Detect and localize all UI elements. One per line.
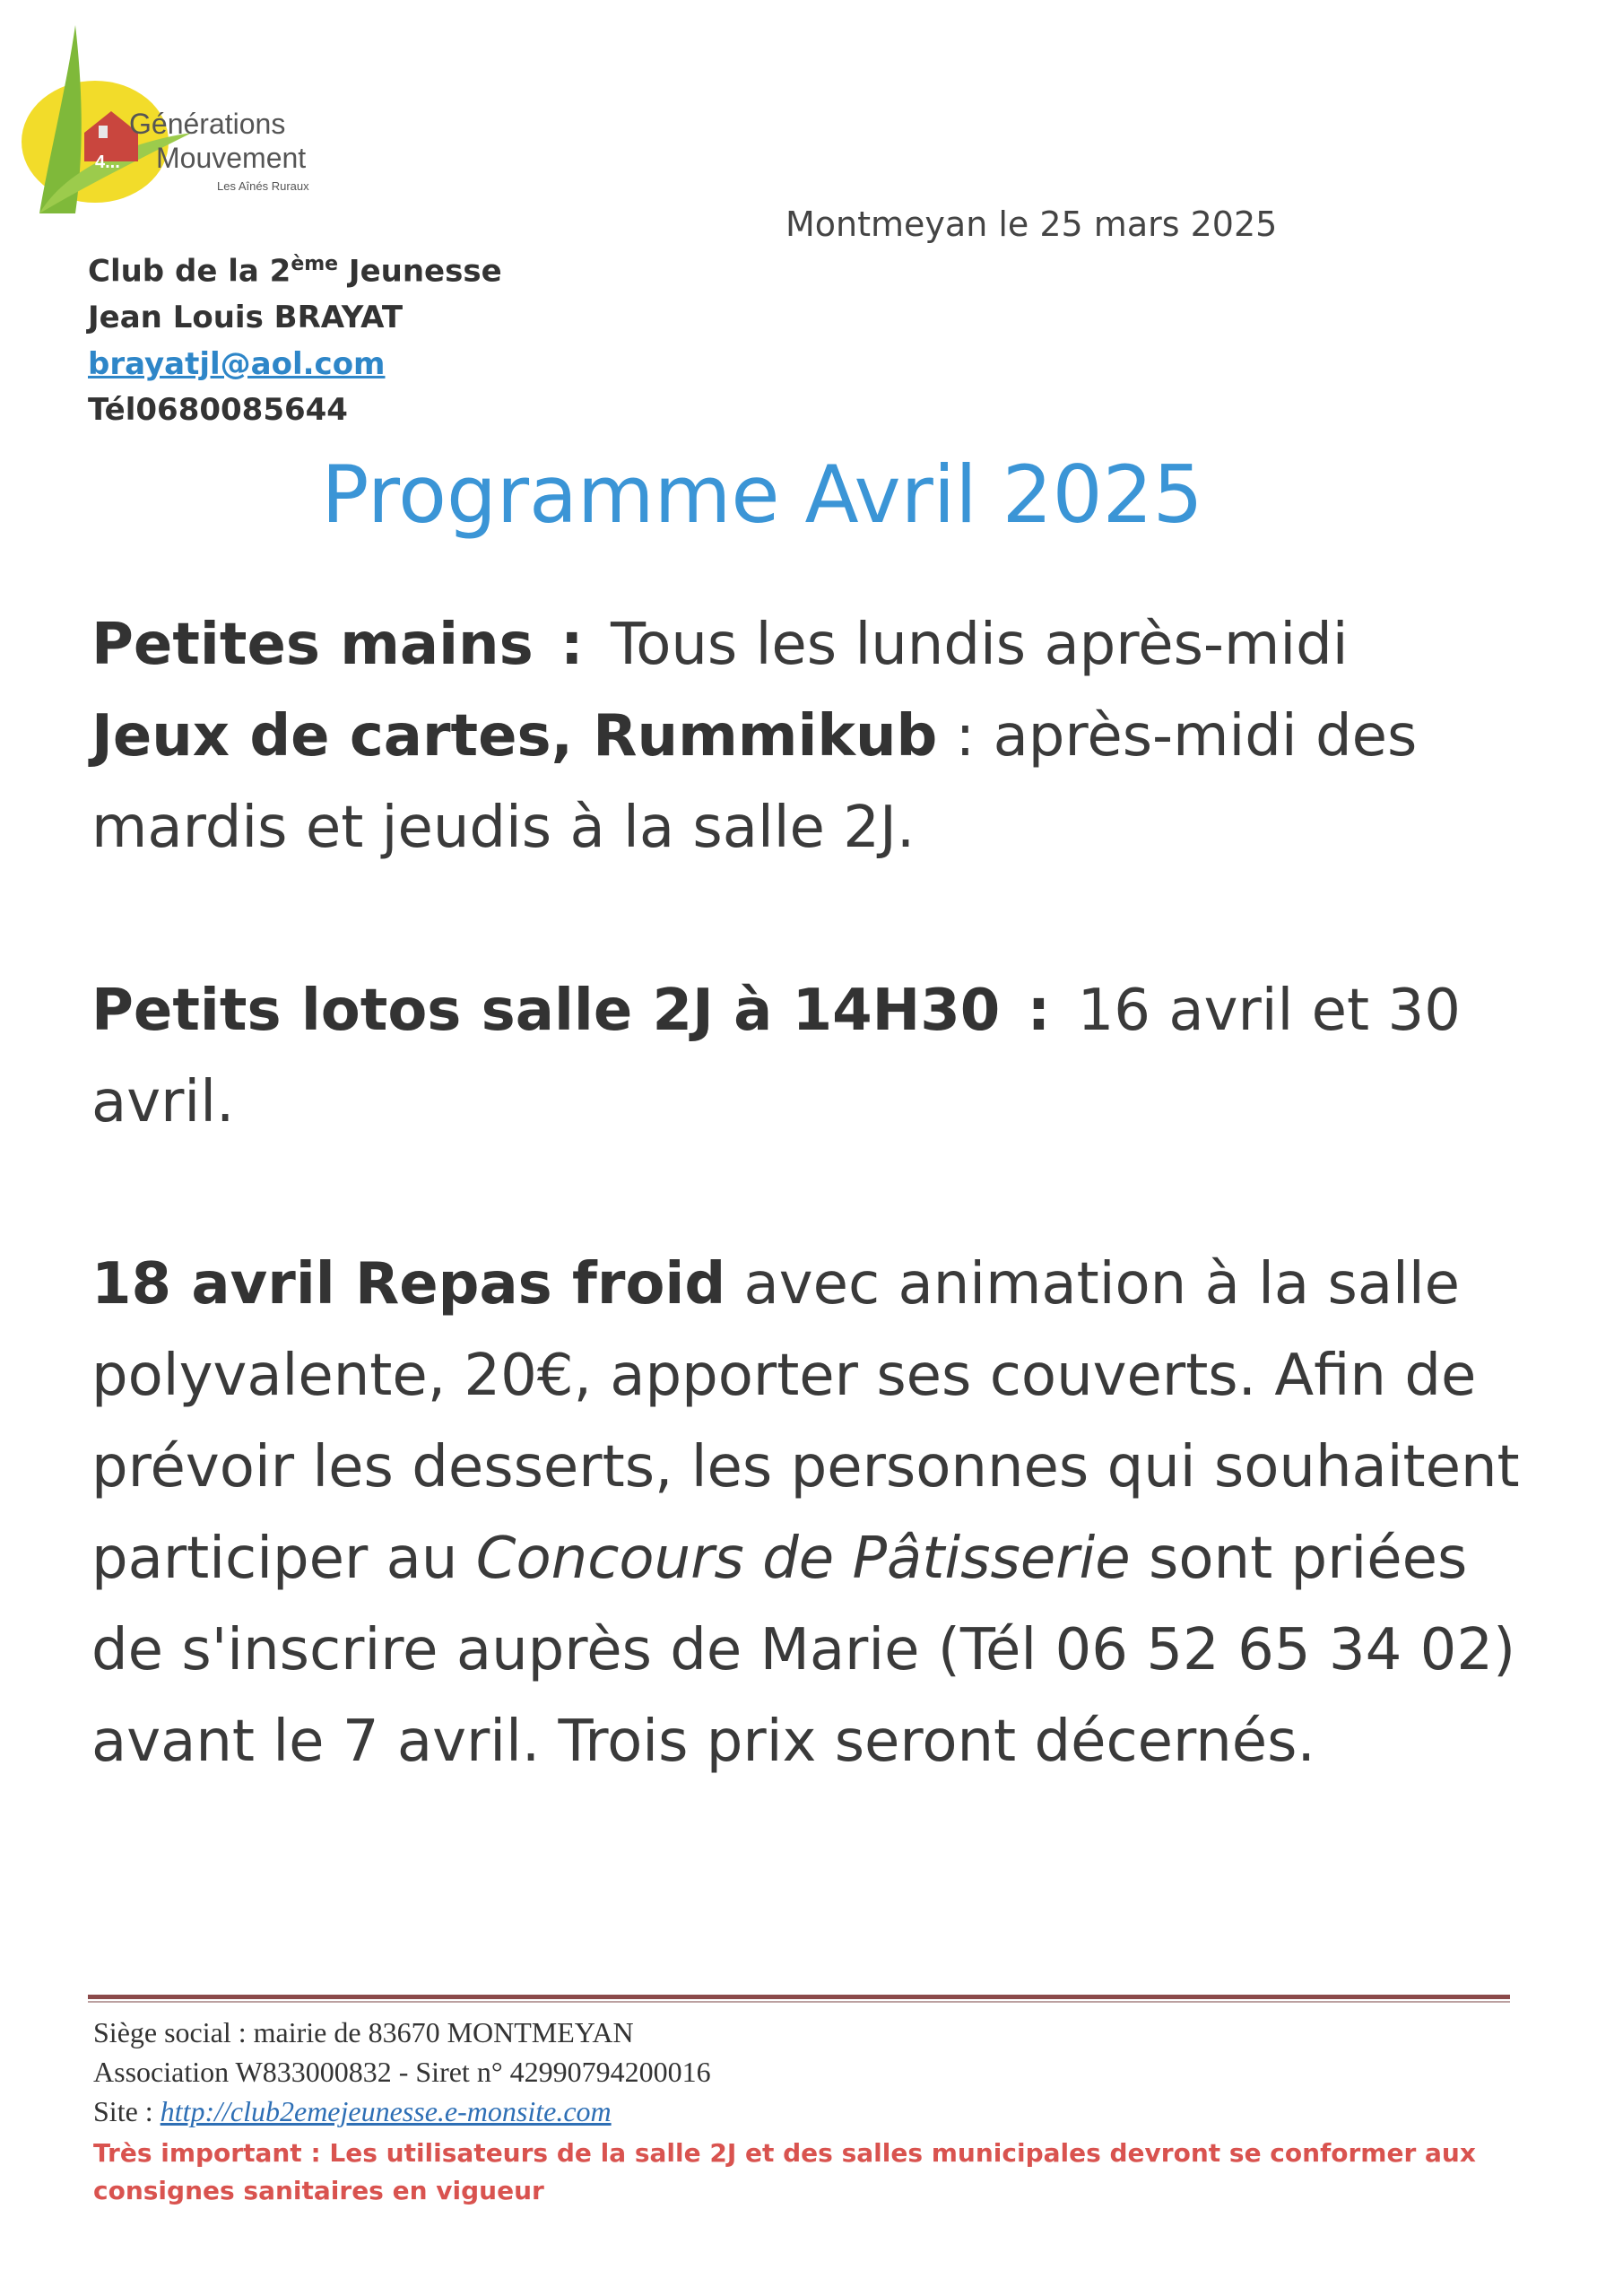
logo-title-line1: Générations [129, 108, 286, 140]
lotos-label: Petits lotos salle 2J à 14H30 [91, 978, 1001, 1044]
meal-details: avec animation à la salle polyvalente, 20€, apporter ses couverts. Afin de prévoir les desserts, les personnes qui souhaitent participer au [91, 1251, 1520, 1592]
generations-mouvement-logo [13, 25, 335, 222]
lotos-colon: : [1027, 978, 1051, 1044]
program-paragraph-activities [91, 599, 1544, 874]
card-games-schedule: : après-midi des mardis et jeudis à la salle 2J. [91, 703, 1418, 861]
footer-divider-shadow [88, 2001, 1510, 2003]
sender-name: Jean Louis BRAYAT [88, 300, 404, 335]
logo-subtitle: Les Aînés Ruraux [217, 179, 309, 193]
club-name [88, 253, 502, 289]
club-suffix: Jeunesse [338, 253, 502, 290]
petites-mains-label: Petites mains [91, 612, 534, 678]
page-title-text: Programme Avril 2025 [321, 448, 1203, 541]
footer-warning-line2: consignes sanitaires en vigueur [93, 2176, 544, 2205]
footer-divider [88, 1995, 1510, 1999]
logo-number: 4... [95, 152, 120, 172]
page-title [0, 448, 1524, 541]
club-prefix: Club de la 2 [88, 253, 291, 290]
footer-site-link[interactable]: http://club2emejeunesse.e-monsite.com [160, 2095, 612, 2127]
footer-site-label: Site : [93, 2095, 161, 2127]
lotos-dates: 16 avril et 30 avril. [91, 978, 1461, 1135]
footer-site [93, 2095, 612, 2128]
footer-association: Association W833000832 - Siret n° 42990794200016 [93, 2056, 711, 2088]
petites-mains-schedule: Tous les lundis après-midi [610, 612, 1349, 678]
meal-label: 18 avril Repas froid [91, 1251, 726, 1318]
letter-date: Montmeyan le 25 mars 2025 [785, 204, 1278, 244]
petites-mains-colon: : [560, 612, 584, 678]
logo-title-line2: Mouvement [156, 142, 307, 174]
card-games-label: Jeux de cartes, Rummikub [91, 703, 938, 770]
contest-name: Concours de Pâtisserie [475, 1526, 1131, 1592]
club-superscript: ème [291, 253, 339, 275]
footer-address: Siège social : mairie de 83670 MONTMEYAN [93, 2016, 634, 2048]
program-paragraph-meal [91, 1239, 1544, 1787]
footer-warning-line1: Très important : Les utilisateurs de la salle 2J et des salles municipales devront se conformer aux [93, 2138, 1476, 2168]
sender-email-link[interactable]: brayatjl@aol.com [88, 346, 386, 382]
contest-details: sont priées de s'inscrire auprès de Marie (Tél 06 52 65 34 02) avant le 7 avril. Trois prix seront décernés. [91, 1526, 1516, 1775]
program-paragraph-lotos [91, 965, 1544, 1148]
sender-phone: Tél0680085644 [88, 392, 348, 428]
